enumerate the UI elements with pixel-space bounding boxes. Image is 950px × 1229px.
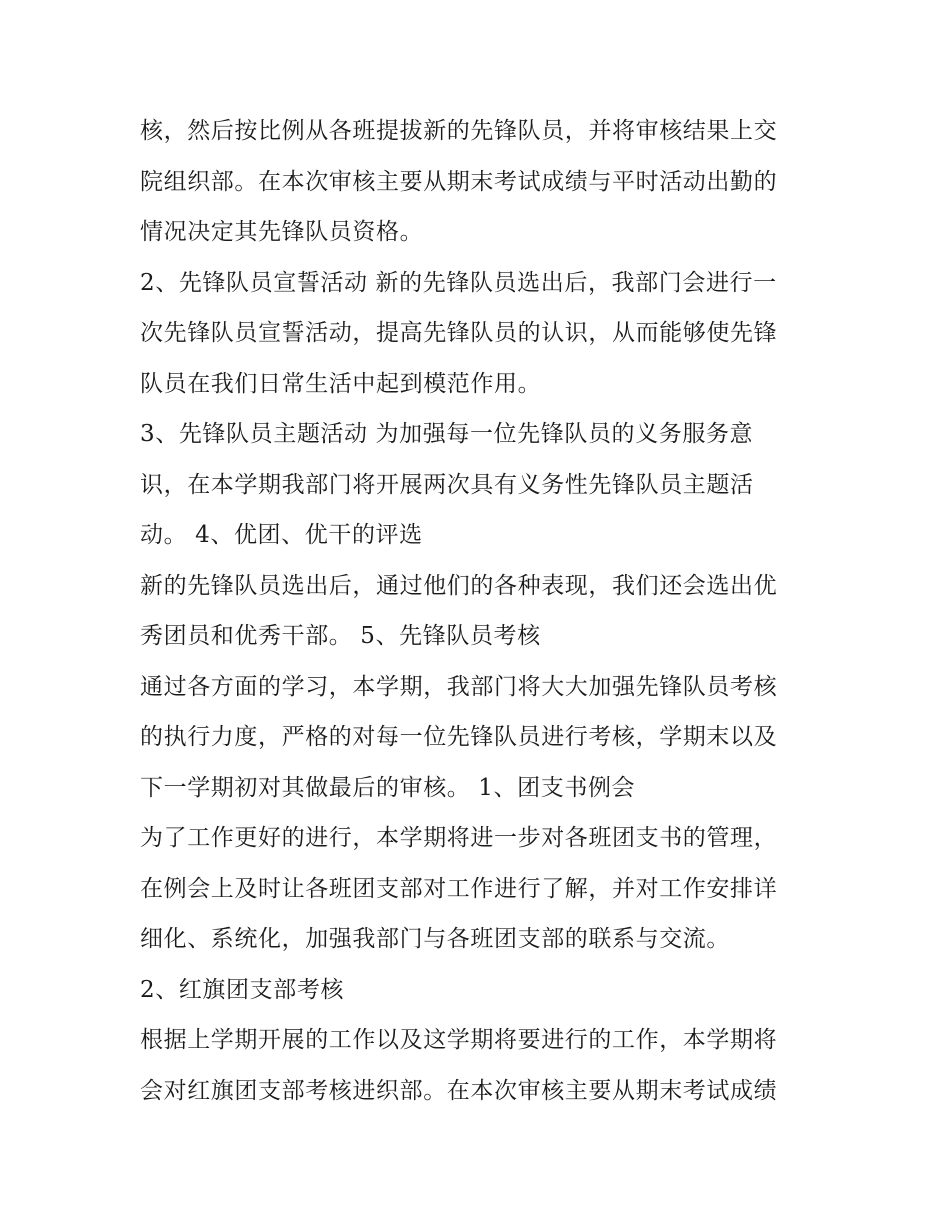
text-line: 会对红旗团支部考核进织部。在本次审核主要从期末考试成绩 <box>140 1077 778 1104</box>
text-line: 下一学期初对其做最后的审核。 1、团支书例会 <box>140 774 636 801</box>
text-line: 院组织部。在本次审核主要从期末考试成绩与平时活动出勤的 <box>140 168 778 195</box>
text-line: 秀团员和优秀干部。 5、先锋队员考核 <box>140 623 541 649</box>
text-line: 3、先锋队员主题活动 为加强每一位先锋队员的义务服务意 <box>140 421 754 447</box>
text-line: 在例会上及时让各班团支部对工作进行了解，并对工作安排详 <box>140 875 778 902</box>
text-line: 通过各方面的学习，本学期，我部门将大大加强先锋队员考核 <box>140 673 778 700</box>
text-line: 的执行力度，严格的对每一位先锋队员进行考核，学期末以及 <box>140 724 778 750</box>
text-line: 根据上学期开展的工作以及这学期将要进行的工作，本学期将 <box>140 1027 778 1053</box>
text-line: 队员在我们日常生活中起到模范作用。 <box>140 370 542 397</box>
text-line: 为了工作更好的进行，本学期将进一步对各班团支书的管理， <box>140 825 778 851</box>
text-line: 识，在本学期我部门将开展两次具有义务性先锋队员主题活 <box>140 471 754 498</box>
text-line: 情况决定其先锋队员资格。 <box>140 219 424 245</box>
text-line: 细化、系统化，加强我部门与各班团支部的联系与交流。 <box>140 926 730 952</box>
text-line: 次先锋队员宣誓活动，提高先锋队员的认识，从而能够使先锋 <box>140 320 778 346</box>
text-line: 2、红旗团支部考核 <box>140 976 345 1003</box>
document-body <box>140 106 820 1116</box>
text-line: 动。 4、优团、优干的评选 <box>140 522 423 548</box>
text-line: 2、先锋队员宣誓活动 新的先锋队员选出后，我部门会进行一 <box>140 269 777 296</box>
text-line: 新的先锋队员选出后，通过他们的各种表现，我们还会选出优 <box>140 572 778 599</box>
text-line: 核，然后按比例从各班提拔新的先锋队员，并将审核结果上交 <box>140 118 778 144</box>
